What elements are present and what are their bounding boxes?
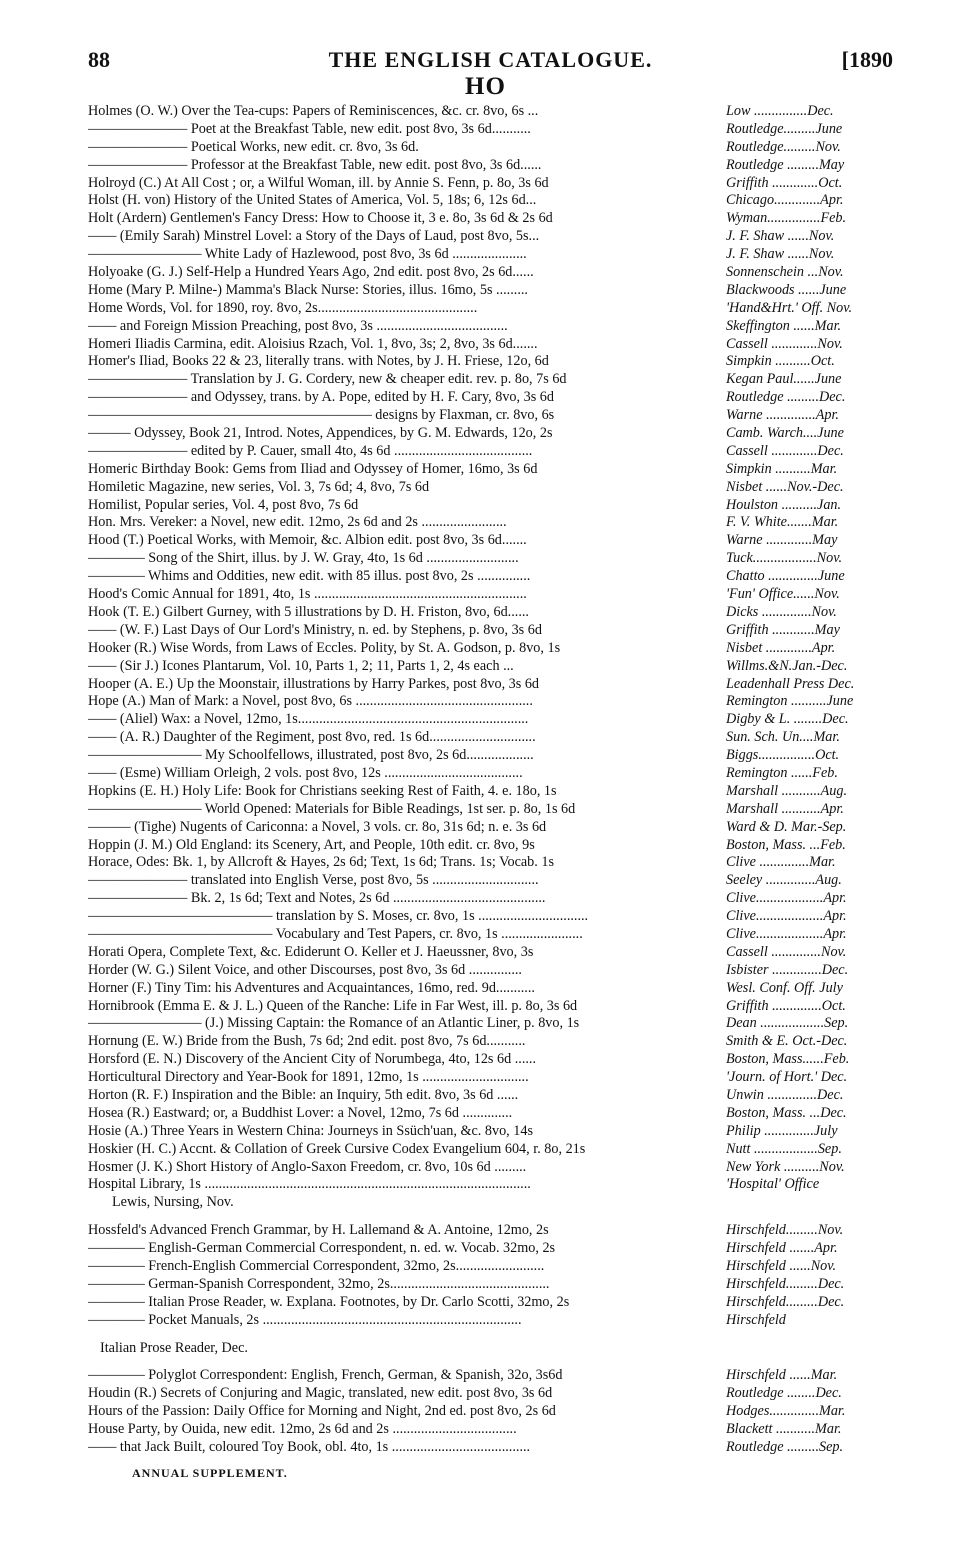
entry-description: Hornibrook (Emma E. & J. L.) Queen of the Ranche: Life in Far West, ill. p. 8o, 3s 6d xyxy=(88,997,578,1014)
entry-description: ——— Odyssey, Book 21, Introd. Notes, Appendices, by G. M. Edwards, 12o, 2s xyxy=(88,425,553,442)
entry-description: Italian Prose Reader, Dec. xyxy=(100,1339,248,1356)
entry-publisher: Houlston ..........Jan. xyxy=(726,496,842,513)
entry-publisher: Griffith ............May xyxy=(726,621,840,638)
entry-description: Hon. Mrs. Vereker: a Novel, new edit. 12mo, 2s 6d and 2s ........................ xyxy=(88,514,507,531)
entry-description: Homilist, Popular series, Vol. 4, post 8vo, 7s 6d xyxy=(88,496,359,513)
entry-publisher: Willms.&N.Jan.-Dec. xyxy=(726,657,848,674)
entry-publisher: Clive...................Apr. xyxy=(726,925,847,942)
entry-publisher: J. F. Shaw ......Nov. xyxy=(726,228,835,245)
entry-description: Hospital Library, 1s ............................................................................................ xyxy=(88,1176,531,1193)
entry-publisher: Hodges..............Mar. xyxy=(726,1403,846,1420)
entry-publisher: Hirschfeld.........Nov. xyxy=(726,1222,844,1239)
entry-publisher: Clive...................Apr. xyxy=(726,908,847,925)
catalogue-entry xyxy=(88,854,896,872)
entry-publisher: Biggs................Oct. xyxy=(726,747,840,764)
entry-publisher: Warne .............May xyxy=(726,532,838,549)
entry-description: ———— Italian Prose Reader, w. Explana. Footnotes, by Dr. Carlo Scotti, 32mo, 2s xyxy=(88,1293,570,1310)
entry-description: ——————— Bk. 2, 1s 6d; Text and Notes, 2s 6d ........................................... xyxy=(88,890,546,907)
entry-description: Home (Mary P. Milne-) Mamma's Black Nurse: Stories, illus. 16mo, 5s ......... xyxy=(88,281,528,298)
catalogue-entry xyxy=(88,1340,896,1358)
catalogue-entry xyxy=(88,175,896,193)
catalogue-entry xyxy=(88,980,896,998)
entry-publisher: Cassell ..............Nov. xyxy=(726,943,847,960)
catalogue-entry xyxy=(88,890,896,908)
catalogue-entry xyxy=(88,640,896,658)
catalogue-entry xyxy=(88,1069,896,1087)
catalogue-entry xyxy=(88,210,896,228)
entry-publisher: Remington ..........June xyxy=(726,693,854,710)
entry-publisher: Griffith .............Oct. xyxy=(726,174,843,191)
entry-publisher: Low ...............Dec. xyxy=(726,103,834,119)
catalogue-entry xyxy=(88,318,896,336)
entry-description: Homeri Iliadis Carmina, edit. Aloisius Rzach, Vol. 1, 8vo, 3s; 2, 8vo, 3s 6d....... xyxy=(88,335,538,352)
entry-publisher: Cassell .............Nov. xyxy=(726,335,843,352)
catalogue-entry xyxy=(88,1276,896,1294)
entry-description: ———————— (J.) Missing Captain: the Romance of an Atlantic Liner, p. 8vo, 1s xyxy=(88,1015,580,1032)
entry-publisher: Hirschfeld ......Mar. xyxy=(726,1367,838,1384)
catalogue-entry xyxy=(88,1367,896,1385)
entry-publisher: Hirschfeld ......Nov. xyxy=(726,1258,837,1274)
entry-publisher: Griffith ..............Oct. xyxy=(726,997,846,1014)
catalogue-entry xyxy=(88,103,896,121)
entry-publisher: Blackett ...........Mar. xyxy=(726,1421,842,1438)
catalogue-entry xyxy=(88,622,896,640)
entry-description: Houdin (R.) Secrets of Conjuring and Magic, translated, new edit. post 8vo, 3s 6d xyxy=(88,1385,553,1402)
entry-publisher: F. V. White.......Mar. xyxy=(726,514,839,531)
catalogue-entry xyxy=(88,693,896,711)
catalogue-entry xyxy=(88,1294,896,1312)
page-number: 88 xyxy=(88,47,110,72)
entry-description: ——————— Poetical Works, new edit. cr. 8vo, 3s 6d. xyxy=(88,138,419,155)
entry-description: Homiletic Magazine, new series, Vol. 3, 7s 6d; 4, 8vo, 7s 6d xyxy=(88,478,430,495)
catalogue-entry xyxy=(88,1033,896,1051)
entry-description: —— (Sir J.) Icones Plantarum, Vol. 10, Parts 1, 2; 11, Parts 1, 2, 4s each ... xyxy=(88,657,514,674)
entry-publisher: Leadenhall Press Dec. xyxy=(726,675,855,692)
entry-publisher: Hirschfeld xyxy=(726,1311,786,1328)
entry-publisher: Wyman...............Feb. xyxy=(726,210,847,227)
entry-description: Holroyd (C.) At All Cost ; or, a Wilful Woman, ill. by Annie S. Fenn, p. 8o, 3s 6d xyxy=(88,174,549,191)
entry-description: Hook (T. E.) Gilbert Gurney, with 5 illustrations by D. H. Friston, 8vo, 6d...... xyxy=(88,603,529,620)
entry-description: ——— (Tighe) Nugents of Cariconna: a Novel, 3 vols. cr. 8o, 31s 6d; n. e. 3s 6d xyxy=(88,818,547,835)
catalogue-entry xyxy=(88,192,896,210)
entry-publisher: Boston, Mass......Feb. xyxy=(726,1051,850,1068)
catalogue-entry xyxy=(88,336,896,354)
entry-publisher: Marshall ...........Aug. xyxy=(726,782,847,799)
entry-description: ———————— My Schoolfellows, illustrated, post 8vo, 2s 6d................... xyxy=(88,747,534,764)
entry-publisher: Routledge .........May xyxy=(726,156,845,173)
entry-publisher: New York ..........Nov. xyxy=(726,1158,845,1175)
entry-publisher: Simpkin ..........Oct. xyxy=(726,353,835,370)
entry-description: ——————— Professor at the Breakfast Table, new edit. post 8vo, 3s 6d...... xyxy=(88,156,542,173)
entry-publisher: Routledge .........Dec. xyxy=(726,389,846,406)
entry-description: ———————— White Lady of Hazlewood, post 8vo, 3s 6d ..................... xyxy=(88,246,527,263)
entry-publisher: Unwin ..............Dec. xyxy=(726,1086,844,1103)
catalogue-entry xyxy=(88,1258,896,1276)
entry-description: Hornung (E. W.) Bride from the Bush, 7s 6d; 2nd edit. post 8vo, 7s 6d........... xyxy=(88,1033,526,1050)
entry-description: Horati Opera, Complete Text, &c. Ediderunt O. Keller et J. Haeussner, 8vo, 3s xyxy=(88,943,534,960)
catalogue-entry xyxy=(88,157,896,175)
entry-description: ———— Polyglot Correspondent: English, French, German, & Spanish, 32o, 3s6d xyxy=(88,1367,563,1384)
entry-description: Hosea (R.) Eastward; or, a Buddhist Lover: a Novel, 12mo, 7s 6d .............. xyxy=(88,1104,513,1121)
entry-description: Lewis, Nursing, Nov. xyxy=(112,1194,234,1211)
entry-description: ——————— Translation by J. G. Cordery, new & cheaper edit. rev. p. 8o, 7s 6d xyxy=(88,371,567,388)
entry-description: —— and Foreign Mission Preaching, post 8vo, 3s ..................................... xyxy=(88,317,508,334)
catalogue-entry xyxy=(88,729,896,747)
catalogue-entry xyxy=(88,658,896,676)
entry-publisher: Sun. Sch. Un....Mar. xyxy=(726,729,840,746)
entry-description: ——————— Poet at the Breakfast Table, new edit. post 8vo, 3s 6d........... xyxy=(88,120,531,137)
entry-description: Hossfeld's Advanced French Grammar, by H. Lallemand & A. Antoine, 12mo, 2s xyxy=(88,1222,549,1239)
entry-publisher: 'Hospital' Office xyxy=(726,1176,820,1193)
entry-description: —— (W. F.) Last Days of Our Lord's Ministry, n. ed. by Stephens, p. 8vo, 3s 6d xyxy=(88,621,542,638)
entry-description: Horsford (E. N.) Discovery of the Ancient City of Norumbega, 4to, 12s 6d ...... xyxy=(88,1051,537,1068)
entry-publisher: Digby & L. ........Dec. xyxy=(726,711,849,728)
entry-description: —— (A. R.) Daughter of the Regiment, post 8vo, red. 1s 6d.............................. xyxy=(88,729,536,746)
catalogue-entry xyxy=(88,819,896,837)
catalogue-entry xyxy=(88,1240,896,1258)
catalogue-entry xyxy=(88,944,896,962)
catalogue-entry xyxy=(88,246,896,264)
entry-description: —— (Emily Sarah) Minstrel Lovel: a Story of the Days of Laud, post 8vo, 5s... xyxy=(88,228,540,245)
entry-publisher: Camb. Warch....June xyxy=(726,425,844,442)
catalogue-entry xyxy=(88,514,896,532)
entry-publisher: Blackwoods ......June xyxy=(726,281,847,298)
entry-description: Horticultural Directory and Year-Book for 1891, 12mo, 1s .............................. xyxy=(88,1069,529,1086)
entry-description: Horace, Odes: Bk. 1, by Allcroft & Hayes, 2s 6d; Text, 1s 6d; Trans. 1s; Vocab. 1s xyxy=(88,854,554,871)
entry-publisher: 'Journ. of Hort.' Dec. xyxy=(726,1069,848,1086)
entry-publisher: Kegan Paul......June xyxy=(726,371,842,388)
catalogue-entry xyxy=(88,407,896,425)
entry-description: Hours of the Passion: Daily Office for Morning and Night, 2nd ed. post 8vo, 2s 6d xyxy=(88,1403,556,1420)
catalogue-entry xyxy=(88,371,896,389)
catalogue-entry xyxy=(88,872,896,890)
catalogue-entry xyxy=(88,228,896,246)
entry-publisher: Cassell .............Dec. xyxy=(726,442,844,459)
catalogue-entry xyxy=(88,604,896,622)
catalogue-entry xyxy=(88,425,896,443)
catalogue-entry xyxy=(88,1159,896,1177)
entry-description: ———— Pocket Manuals, 2s ......................................................................... xyxy=(88,1311,522,1328)
entry-publisher: Remington ......Feb. xyxy=(726,764,838,781)
entry-publisher: Routledge.........June xyxy=(726,120,843,137)
catalogue-entry xyxy=(88,1141,896,1159)
entry-publisher: Nisbet ......Nov.-Dec. xyxy=(726,478,844,495)
section-heading: HO xyxy=(465,73,506,100)
catalogue-entry xyxy=(88,1222,896,1240)
entry-publisher: Boston, Mass. ...Feb. xyxy=(726,836,846,853)
entry-description: ———— English-German Commercial Correspondent, n. ed. w. Vocab. 32mo, 2s xyxy=(88,1240,556,1257)
catalogue-entry xyxy=(88,837,896,855)
catalogue-entry xyxy=(88,1051,896,1069)
entry-publisher: Routledge .........Sep. xyxy=(726,1439,844,1456)
entry-description: ———————— World Opened: Materials for Bible Readings, 1st ser. p. 8o, 1s 6d xyxy=(88,800,576,817)
entry-description: Homeric Birthday Book: Gems from Iliad and Odyssey of Homer, 16mo, 3s 6d xyxy=(88,460,538,477)
entry-publisher: 'Hand&Hrt.' Off. Nov. xyxy=(726,299,853,316)
entry-publisher: Tuck..................Nov. xyxy=(726,550,842,567)
catalogue-entry xyxy=(88,711,896,729)
entry-description: Horder (W. G.) Silent Voice, and other Discourses, post 8vo, 3s 6d ............... xyxy=(88,961,522,978)
entry-description: Hoskier (H. C.) Accnt. & Collation of Greek Cursive Codex Evangelium 604, r. 8o, 21s xyxy=(88,1140,586,1157)
catalogue-entry xyxy=(88,1439,896,1457)
entry-publisher: Skeffington ......Mar. xyxy=(726,317,842,334)
entry-publisher: 'Fun' Office......Nov. xyxy=(726,586,840,603)
entry-description: Horton (R. F.) Inspiration and the Bible: an Inquiry, 5th edit. 8vo, 3s 6d ...... xyxy=(88,1086,519,1103)
entry-description: Hood (T.) Poetical Works, with Memoir, &c. Albion edit. post 8vo, 3s 6d....... xyxy=(88,532,527,549)
entry-description: Hoppin (J. M.) Old England: its Scenery, Art, and People, 10th edit. cr. 8vo, 9s xyxy=(88,836,535,853)
entry-description: Hopkins (E. H.) Holy Life: Book for Christians seeking Rest of Faith, 4. e. 18o, 1s xyxy=(88,782,557,799)
catalogue-entry xyxy=(88,479,896,497)
entry-description: ——————— and Odyssey, trans. by A. Pope, edited by H. F. Cary, 8vo, 3s 6d xyxy=(88,389,554,406)
entry-publisher: Sonnenschein ...Nov. xyxy=(726,264,844,281)
entry-description: Home Words, Vol. for 1890, roy. 8vo, 2s............................................. xyxy=(88,299,478,316)
entry-publisher: Wesl. Conf. Off. July xyxy=(726,979,843,996)
catalogue-entry xyxy=(88,121,896,139)
entry-publisher: J. F. Shaw ......Nov. xyxy=(726,246,835,263)
catalogue-entry xyxy=(88,568,896,586)
catalogue-entry xyxy=(88,353,896,371)
entry-description: House Party, by Ouida, new edit. 12mo, 2s 6d and 2s ................................... xyxy=(88,1421,517,1438)
entry-publisher: Chicago.............Apr. xyxy=(726,192,844,209)
entry-description: Holyoake (G. J.) Self-Help a Hundred Years Ago, 2nd edit. post 8vo, 2s 6d...... xyxy=(88,264,534,281)
catalogue-entry xyxy=(88,443,896,461)
catalogue-entry xyxy=(88,908,896,926)
catalogue-entry xyxy=(88,1105,896,1123)
entry-description: Holt (Ardern) Gentlemen's Fancy Dress: How to Choose it, 3 e. 8o, 3s 6d & 2s 6d xyxy=(88,210,553,227)
entry-publisher: Clive ..............Mar. xyxy=(726,854,836,871)
catalogue-entry xyxy=(88,550,896,568)
catalogue-entry xyxy=(88,497,896,515)
entry-description: ——————— translated into English Verse, post 8vo, 5s .............................. xyxy=(88,872,539,889)
entry-publisher: Nisbet .............Apr. xyxy=(726,639,836,656)
running-title: THE ENGLISH CATALOGUE. xyxy=(328,47,653,72)
catalogue-entry xyxy=(88,765,896,783)
entry-publisher: Ward & D. Mar.-Sep. xyxy=(726,818,847,835)
entry-description: —— (Aliel) Wax: a Novel, 12mo, 1s................................................................. xyxy=(88,711,529,728)
entry-description: ————————————— Vocabulary and Test Papers, cr. 8vo, 1s ....................... xyxy=(88,925,583,942)
entry-description: Homer's Iliad, Books 22 & 23, literally trans. with Notes, by J. H. Friese, 12o, 6d xyxy=(88,353,549,370)
catalogue-entry xyxy=(88,1123,896,1141)
entry-publisher: Routledge ........Dec. xyxy=(726,1385,842,1402)
catalogue-entry xyxy=(88,389,896,407)
catalogue-entry xyxy=(88,1087,896,1105)
catalogue-entries xyxy=(88,103,896,1457)
catalogue-entry xyxy=(88,1176,896,1194)
catalogue-entry xyxy=(88,1312,896,1330)
entry-description: ———— Whims and Oddities, new edit. with 85 illus. post 8vo, 2s ............... xyxy=(88,568,531,585)
footer-note: ANNUAL SUPPLEMENT. xyxy=(132,1466,288,1480)
entry-description: —— that Jack Built, coloured Toy Book, obl. 4to, 1s ....................................... xyxy=(88,1439,531,1456)
catalogue-entry xyxy=(88,926,896,944)
entry-publisher: Marshall ...........Apr. xyxy=(726,800,844,817)
entry-publisher: Smith & E. Oct.-Dec. xyxy=(726,1033,848,1050)
entry-description: —— (Esme) William Orleigh, 2 vols. post 8vo, 12s ....................................... xyxy=(88,764,523,781)
catalogue-entry xyxy=(88,532,896,550)
catalogue-entry xyxy=(88,783,896,801)
entry-description: ———— German-Spanish Correspondent, 32mo, 2s............................................. xyxy=(88,1275,550,1292)
catalogue-entry xyxy=(88,998,896,1016)
entry-publisher: Seeley ..............Aug. xyxy=(726,872,842,889)
catalogue-entry xyxy=(88,1421,896,1439)
entry-publisher: Routledge.........Nov. xyxy=(726,138,841,155)
catalogue-entry xyxy=(88,1015,896,1033)
year-marker: [1890 xyxy=(841,47,893,72)
entry-publisher: Hirschfeld .......Apr. xyxy=(726,1240,838,1257)
catalogue-entry xyxy=(88,747,896,765)
entry-description: Hood's Comic Annual for 1891, 4to, 1s ............................................................ xyxy=(88,586,527,603)
entry-description: Hooper (A. E.) Up the Moonstair, illustrations by Harry Parkes, post 8vo, 3s 6d xyxy=(88,675,540,692)
entry-publisher: Dean ..................Sep. xyxy=(726,1015,849,1032)
entry-description: ———— Song of the Shirt, illus. by J. W. Gray, 4to, 1s 6d .......................... xyxy=(88,550,519,567)
catalogue-entry xyxy=(88,264,896,282)
entry-publisher: Warne ..............Apr. xyxy=(726,407,839,424)
entry-description: Hosmer (J. K.) Short History of Anglo-Saxon Freedom, cr. 8vo, 10s 6d ......... xyxy=(88,1158,527,1175)
catalogue-entry xyxy=(88,461,896,479)
catalogue-entry xyxy=(88,801,896,819)
entry-publisher: Hirschfeld.........Dec. xyxy=(726,1293,845,1310)
entry-publisher: Hirschfeld.........Dec. xyxy=(726,1275,845,1292)
entry-description: ———————————————————— designs by Flaxman, cr. 8vo, 6s xyxy=(88,407,555,424)
catalogue-entry xyxy=(88,1194,896,1212)
catalogue-entry xyxy=(88,282,896,300)
entry-publisher: Boston, Mass. ...Dec. xyxy=(726,1104,847,1121)
entry-description: ————————————— translation by S. Moses, cr. 8vo, 1s ............................... xyxy=(88,908,589,925)
entry-publisher: Clive...................Apr. xyxy=(726,890,847,907)
entry-description: Hosie (A.) Three Years in Western China: Journeys in Ssüch'uan, &c. 8vo, 14s xyxy=(88,1122,533,1139)
entry-description: Holst (H. von) History of the United States of America, Vol. 5, 18s; 6, 12s 6d... xyxy=(88,192,537,209)
entry-publisher: Philip ..............July xyxy=(726,1122,838,1139)
entry-description: ———— French-English Commercial Correspondent, 32mo, 2s......................... xyxy=(88,1258,545,1274)
catalogue-entry xyxy=(88,962,896,980)
entry-description: Horner (F.) Tiny Tim: his Adventures and Acquaintances, 16mo, red. 9d........... xyxy=(88,979,535,996)
entry-publisher: Isbister ..............Dec. xyxy=(726,961,849,978)
entry-publisher: Simpkin ..........Mar. xyxy=(726,460,838,477)
entry-description: Hope (A.) Man of Mark: a Novel, post 8vo, 6s .................................................. xyxy=(88,693,533,710)
catalogue-entry xyxy=(88,586,896,604)
entry-publisher: Dicks ..............Nov. xyxy=(726,603,837,620)
entry-publisher: Nutt ..................Sep. xyxy=(726,1140,842,1157)
catalogue-entry xyxy=(88,139,896,157)
entry-description: ——————— edited by P. Cauer, small 4to, 4s 6d ....................................... xyxy=(88,442,533,459)
catalogue-entry xyxy=(88,1403,896,1421)
entry-description: Hooker (R.) Wise Words, from Laws of Eccles. Polity, by St. A. Godson, p. 8vo, 1s xyxy=(88,639,561,656)
catalogue-entry xyxy=(88,300,896,318)
entry-description: Holmes (O. W.) Over the Tea-cups: Papers of Reminiscences, &c. cr. 8vo, 6s ... xyxy=(88,103,539,119)
entry-publisher: Chatto ..............June xyxy=(726,568,845,585)
catalogue-entry xyxy=(88,676,896,694)
catalogue-entry xyxy=(88,1385,896,1403)
